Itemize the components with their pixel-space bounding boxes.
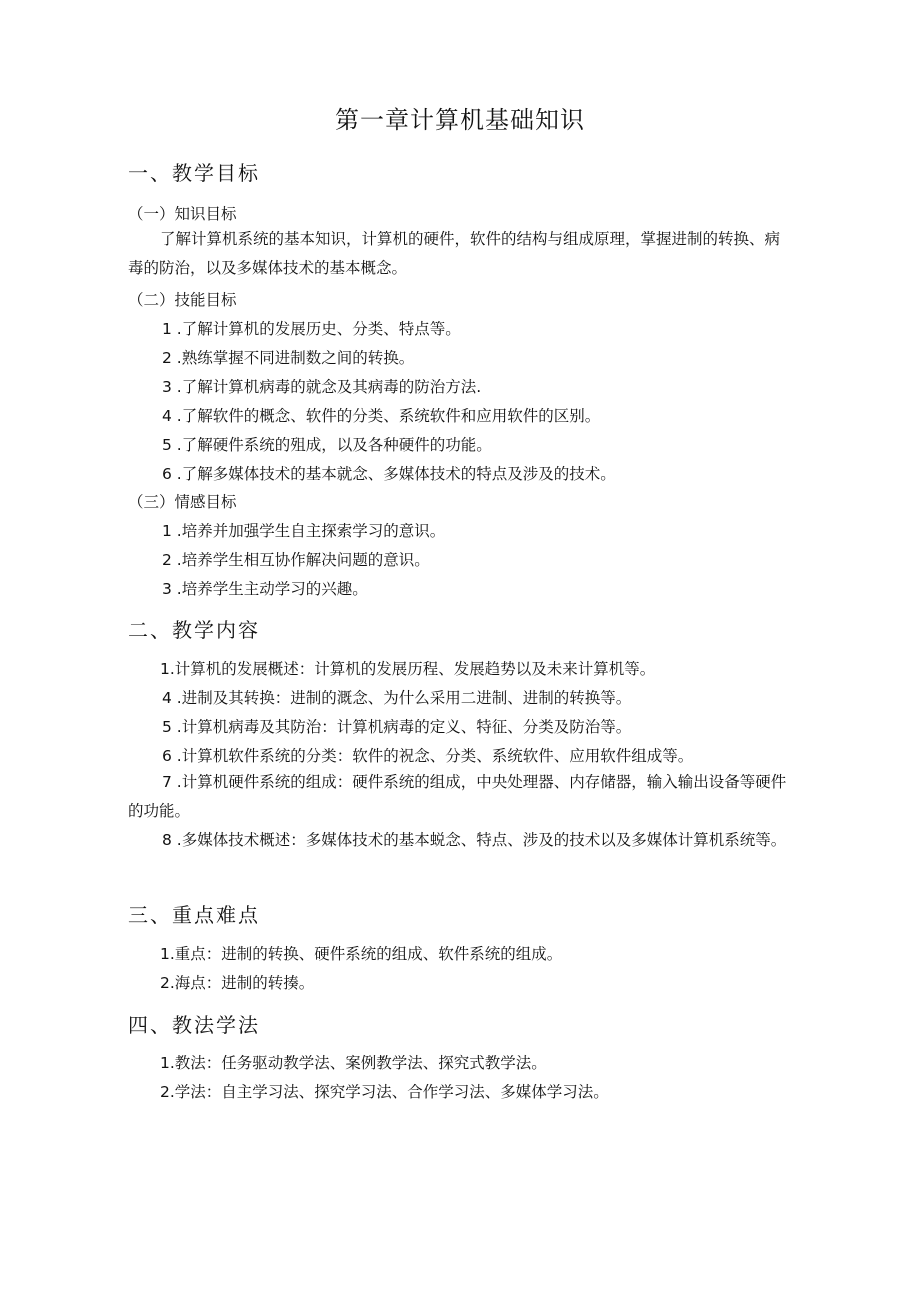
content-item: 6 .计算机软件系统的分类：软件的祝念、分类、系统软件、应用软件组成等。 (162, 747, 694, 765)
document-title: 第一章计算机基础知识 (335, 106, 585, 134)
skill-item: 2 .熟练掌握不同进制数之间的转换。 (162, 349, 415, 367)
section-heading-key-points: 三、重点难点 (128, 903, 260, 927)
method-item: 2.学法：自主学习法、探究学习法、合作学习法、多媒体学习法。 (160, 1083, 609, 1101)
skill-item: 4 .了解软件的概念、软件的分类、系统软件和应用软件的区别。 (162, 407, 601, 425)
section-heading-objectives: 一、教学目标 (128, 161, 260, 185)
method-item: 1.教法：任务驱动教学法、案例教学法、探究式教学法。 (160, 1054, 547, 1072)
skill-item: 3 .了解计算机病毒的就念及其病毒的防治方法. (162, 378, 482, 396)
subheading-skills: （二）技能目标 (128, 291, 237, 309)
knowledge-paragraph: 了解计算机系统的基本知识，计算机的硬件，软件的结构与组成原理，掌握进制的转换、病毒的防治，以及多媒体技术的基本概念。 (128, 230, 781, 277)
subheading-emotion: （三）情感目标 (128, 493, 237, 511)
key-point-item: 2.海点：进制的转揍。 (160, 974, 315, 992)
content-item: 5 .计算机病毒及其防治：计算机病毒的定义、特征、分类及防治等。 (162, 718, 632, 736)
section-heading-content: 二、教学内容 (128, 618, 260, 642)
content-item: 7 .计算机硬件系统的组成：硬件系统的组成，中央处理器、内存储器，输入输出设备等硬件的功能。 (128, 773, 787, 820)
skill-item: 1 .了解计算机的发展历史、分类、特点等。 (162, 320, 461, 338)
subheading-knowledge: （一）知识目标 (128, 205, 237, 223)
content-item: 4 .进制及其转换：进制的溉念、为什么采用二进制、进制的转换等。 (162, 689, 632, 707)
section-heading-methods: 四、教法学法 (128, 1013, 260, 1037)
content-item: 1.计算机的发展概述：计算机的发展历程、发展趋势以及未来计算机等。 (160, 660, 656, 678)
emotion-item: 3 .培养学生主动学习的兴趣。 (162, 580, 368, 598)
skill-item: 5 .了解硬件系统的殂成，以及各种硬件的功能。 (162, 436, 492, 454)
key-point-item: 1.重点：进制的转换、硬件系统的组成、软件系统的组成。 (160, 945, 563, 963)
emotion-item: 2 .培养学生相互协作解决问题的意识。 (162, 551, 430, 569)
skill-item: 6 .了解多媒体技术的基本就念、多媒体技术的特点及涉及的技术。 (162, 465, 616, 483)
content-item: 8 .多媒体技术概述：多媒体技术的基本蜕念、特点、涉及的技术以及多媒体计算机系统等。 (162, 831, 787, 849)
emotion-item: 1 .培养并加强学生自主探索学习的意识。 (162, 522, 446, 540)
